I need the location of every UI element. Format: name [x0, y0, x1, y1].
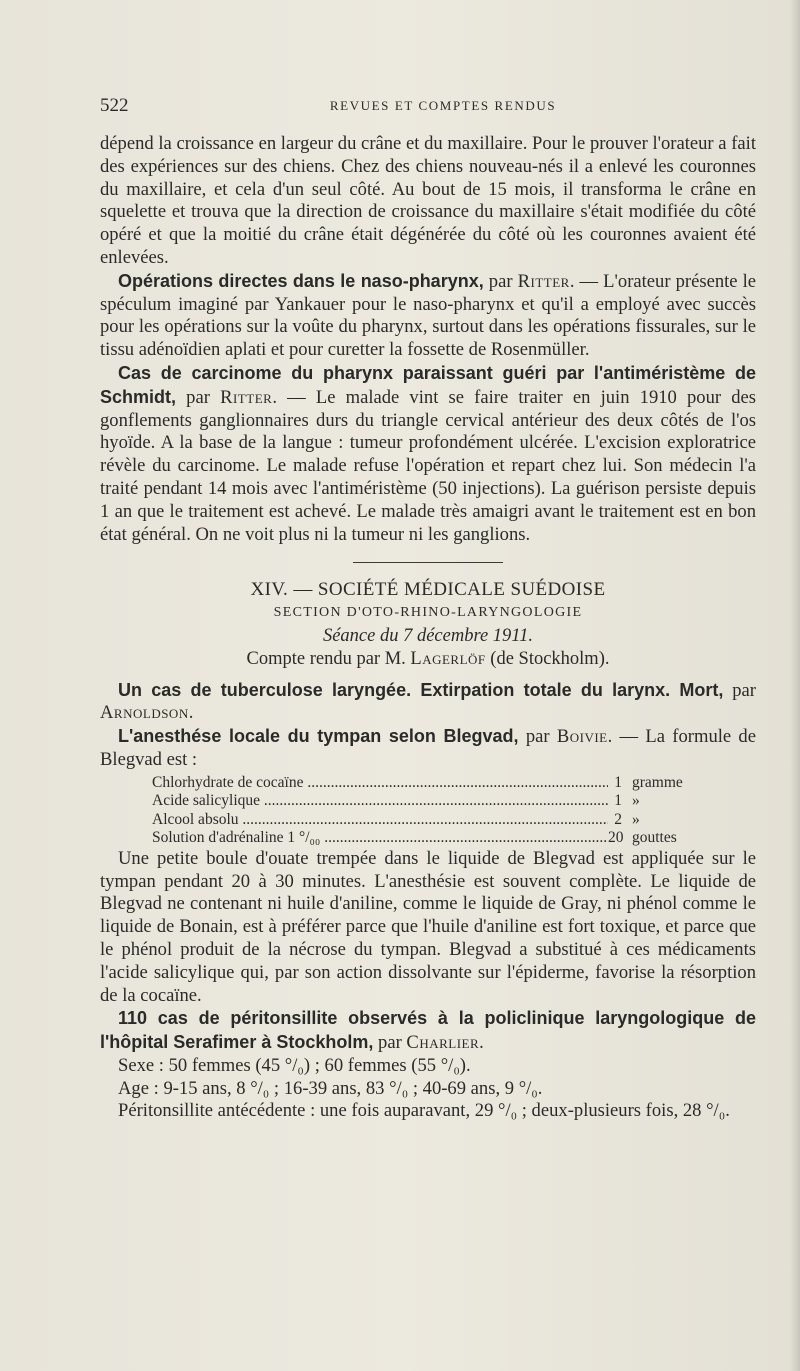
quantity-unit: gouttes	[632, 829, 677, 847]
quantity-unit: »	[632, 792, 640, 810]
ingredient-quantity	[608, 829, 700, 848]
author-name: Ritter	[517, 270, 570, 292]
stat-peritonsillite: Péritonsillite antécédente : une fois auparavant, 29 °/₀ ; deux-plusieurs fois, 28 °/₀.	[118, 1100, 730, 1122]
abstract-title: Un cas de tuberculose laryngée. Extirpation totale du larynx. Mort,	[118, 679, 724, 700]
stat-age: Age : 9-15 ans, 8 °/₀ ; 16-39 ans, 83 °/₀ ; 40-69 ans, 9 °/₀.	[118, 1077, 543, 1099]
par-word: par	[378, 1032, 402, 1054]
report-credit-suffix: (de Stockholm).	[490, 648, 610, 669]
par-word: par	[488, 270, 513, 292]
author-name: Arnoldson	[100, 702, 189, 724]
article-body	[100, 133, 756, 1123]
formula-row	[152, 829, 700, 848]
abstract-title: L'anesthése locale du tympan selon Blegvad,	[118, 726, 519, 747]
abstract-text: . — Le malade vint se faire traiter en juin 1910 pour des gonflements ganglionnaires durs du triangle cervical antérieur des deux côtés de l'os hyoïde. A la base de la langue : tumeur profondément ulcérée. L'excision exploratrice révèle du carcinome. Le malade refuse l'opération et repart chez lui. Son médecin l'a traité pendant 14 mois avec l'antiméristème (50 injections). La guérison persiste depuis 1 an que le traitement est achevé. Le malade très amaigri avant le traitement est en bon état général. On ne voit plus ni la tumeur ni les ganglions.	[100, 386, 756, 545]
paragraph-carcinome	[100, 362, 756, 546]
abstract-title: Cas de carcinome du pharynx paraissant guéri par l'antiméristème de Schmidt,	[100, 362, 756, 407]
formula-row	[152, 774, 700, 793]
end-punct: .	[188, 702, 194, 724]
quantity-unit: »	[632, 810, 640, 828]
abstract-title: 110 cas de péritonsillite observés à la policlinique laryngologique de l'hôpital Serafimer à Stockholm,	[100, 1008, 756, 1053]
section-subtitle: SECTION D'OTO-RHINO-LARYNGOLOGIE	[273, 605, 583, 621]
paragraph-naso-pharynx	[100, 270, 756, 362]
quantity-number: 2	[614, 810, 622, 828]
page-number: 522	[100, 95, 129, 116]
ingredient-name: Acide salicylique .....	[152, 792, 608, 811]
page-binding-shadow	[790, 0, 800, 1371]
abstract-text: . — L'orateur présente le spéculum imaginé par Yankauer pour le naso-pharynx et qu'il a employé avec succès pour les opérations sur la voûte du pharynx, surtout dans les opérations fissurales, sur le tissu adénoïdien aplati et pour curetter la fossette de Rosenmüller.	[100, 270, 757, 361]
end-punct: .	[479, 1032, 484, 1054]
report-author: Lagerlöf	[410, 648, 486, 669]
par-word: par	[525, 726, 550, 748]
quantity-number: 20	[608, 829, 624, 847]
section-title: XIV. — SOCIÉTÉ MÉDICALE SUÉDOISE	[250, 579, 606, 601]
paragraph-continuation: dépend la croissance en largeur du crâne et du maxillaire. Pour le prouver l'orateur a fait des expériences sur des chiens. Chez des chiens nouveau-nés il a enlevé les couronnes du maxillaire, et cela d'un seul côté. Au bout de 15 mois, il transforma le crâne en squelette et trouva que la direction de croissance du maxillaire s'était modifiée du côté opéré et que la moitié du crâne était dégénérée du côté où les couronnes avaient été enlevées.	[100, 133, 756, 268]
session-date: Séance du 7 décembre 1911.	[322, 625, 534, 646]
formula-row	[152, 811, 700, 830]
paragraph-blegvad: Une petite boule d'ouate trempée dans le liquide de Blegvad est appliquée sur le tympan pendant 20 à 30 minutes. L'anesthésie est souvent complète. Le liquide de Blegvad ne contenant ni huile d'aniline, comme le liquide de Gray, ni phénol comme le liquide de Bonain, est à préférer parce que l'huile d'aniline est fort toxique, et parce que le phénol produit de la nécrose du tympan. Blegvad a substitué à ces médicaments l'acide salicylique qui, par son action dissolvante sur l'épiderme, favorise la résorption de la cocaïne.	[100, 847, 756, 1006]
running-head: REVUES ET COMPTES RENDUS	[329, 98, 557, 113]
ingredient-name: Alcool absolu .....	[152, 811, 608, 830]
paragraph-peritonsillite	[100, 1007, 756, 1055]
report-credit-prefix: Compte rendu par M.	[246, 648, 406, 669]
quantity-number: 1	[614, 792, 622, 810]
stat-sexe: Sexe : 50 femmes (45 °/₀) ; 60 femmes (55 °/₀).	[118, 1054, 471, 1076]
quantity-number: 1	[614, 773, 622, 791]
section-divider	[353, 562, 503, 563]
paragraph-anesthesie	[100, 725, 756, 772]
formula-table	[152, 774, 700, 848]
author-name: Ritter	[220, 386, 273, 408]
abstract-text: . — La formule de Blegvad est :	[100, 726, 756, 770]
page-header	[100, 95, 760, 119]
report-credit	[100, 648, 756, 671]
paragraph-tuberculose	[100, 679, 756, 726]
ingredient-name: Chlorhydrate de cocaïne .....	[152, 774, 608, 793]
ingredient-quantity	[608, 811, 700, 830]
author-name: Charlier	[406, 1032, 480, 1054]
quantity-unit: gramme	[632, 773, 683, 791]
author-name: Boivie	[556, 726, 608, 748]
abstract-title: Opérations directes dans le naso-pharynx,	[118, 270, 484, 291]
ingredient-quantity	[608, 792, 700, 811]
par-word: par	[186, 386, 210, 408]
formula-row	[152, 792, 700, 811]
ingredient-name: Solution d'adrénaline 1 °/₀₀ .....	[152, 829, 608, 848]
ingredient-quantity	[608, 774, 700, 793]
par-word: par	[732, 679, 756, 701]
